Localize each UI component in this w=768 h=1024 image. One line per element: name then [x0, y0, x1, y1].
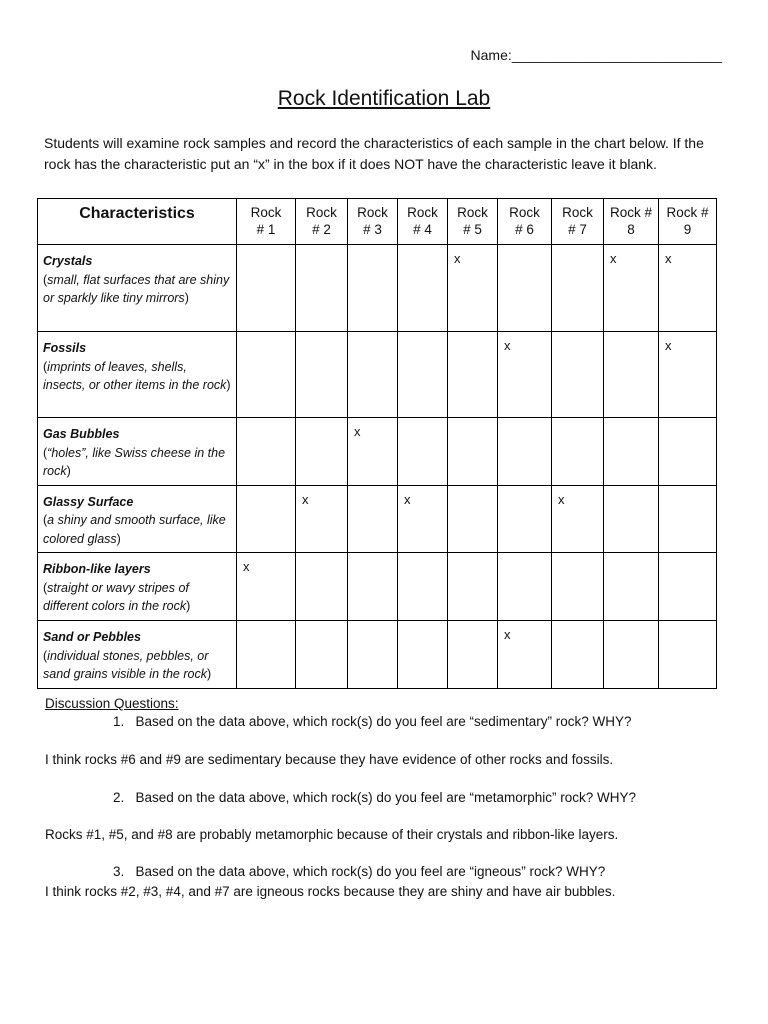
mark-cell	[348, 332, 398, 418]
mark-cell	[296, 553, 348, 621]
mark-cell	[498, 553, 552, 621]
characteristic-description: (“holes”, like Swiss cheese in the rock)	[43, 445, 226, 478]
mark-cell	[296, 245, 348, 332]
characteristic-name: Sand or Pebbles	[43, 630, 141, 644]
mark-cell	[398, 245, 448, 332]
mark-cell	[348, 553, 398, 621]
mark-cell: x	[348, 418, 398, 486]
question-3: 3. Based on the data above, which rock(s) do you feel are “igneous” rock? WHY?	[113, 864, 606, 879]
mark-cell	[398, 621, 448, 689]
mark-cell	[552, 245, 604, 332]
characteristic-description-text: straight or wavy stripes of different colors in the rock	[43, 580, 189, 613]
mark-cell	[348, 485, 398, 553]
mark-cell: x	[552, 485, 604, 553]
rock-header	[348, 199, 398, 245]
mark-cell: x	[448, 245, 498, 332]
rock-header-line2: # 2	[312, 222, 331, 237]
rock-header-line1: Rock	[306, 205, 337, 220]
characteristic-cell	[38, 485, 237, 553]
rock-header-line2: # 1	[256, 222, 276, 237]
table-row	[38, 245, 717, 332]
rock-header-line1: Rock	[509, 205, 540, 220]
mark-cell	[348, 245, 398, 332]
table-row	[38, 621, 717, 689]
characteristic-description-text: small, flat surfaces that are shiny or sparkly like tiny mirrors	[43, 272, 230, 305]
mark-cell	[659, 485, 717, 553]
characteristic-description: (imprints of leaves, shells, insects, or other items in the rock)	[43, 359, 231, 392]
characteristic-name: Gas Bubbles	[43, 427, 120, 441]
mark-cell: x	[237, 553, 296, 621]
characteristic-description: (straight or wavy stripes of different colors in the rock)	[43, 580, 191, 613]
mark-cell	[448, 621, 498, 689]
characteristic-name: Crystals	[43, 254, 93, 268]
rock-header	[448, 199, 498, 245]
mark-cell	[498, 418, 552, 486]
rock-header-line2: 9	[683, 222, 692, 237]
mark-cell	[398, 332, 448, 418]
mark-cell	[604, 621, 659, 689]
rock-header-line2: # 7	[568, 222, 587, 237]
mark-cell: x	[659, 332, 717, 418]
characteristic-name: Ribbon-like layers	[43, 562, 151, 576]
mark-cell	[604, 332, 659, 418]
question-1: 1. Based on the data above, which rock(s) do you feel are “sedimentary” rock? WHY?	[113, 714, 632, 729]
mark-cell	[659, 621, 717, 689]
rock-header-line2: # 5	[463, 222, 482, 237]
characteristic-description-text: a shiny and smooth surface, like colored glass	[43, 513, 226, 546]
table-header-row	[38, 199, 717, 245]
mark-cell	[604, 553, 659, 621]
characteristic-description-text: imprints of leaves, shells, insects, or other items in the rock	[43, 359, 227, 392]
mark-cell	[398, 553, 448, 621]
mark-cell	[237, 332, 296, 418]
table-row	[38, 418, 717, 486]
mark-cell	[604, 485, 659, 553]
characteristic-cell	[38, 553, 237, 621]
characteristics-table	[37, 198, 717, 689]
mark-cell	[659, 418, 717, 486]
answer-2: Rocks #1, #5, and #8 are probably metamorphic because of their crystals and ribbon-like layers.	[45, 827, 619, 842]
mark-cell	[296, 418, 348, 486]
rock-header	[237, 199, 296, 245]
mark-cell: x	[498, 332, 552, 418]
mark-cell: x	[398, 485, 448, 553]
mark-cell	[552, 332, 604, 418]
mark-cell	[498, 485, 552, 553]
characteristic-description-text: individual stones, pebbles, or sand grains visible in the rock	[43, 648, 209, 681]
characteristic-name: Glassy Surface	[43, 494, 134, 509]
rock-header-line1: Rock #	[666, 205, 709, 220]
mark-cell	[448, 485, 498, 553]
mark-cell	[237, 418, 296, 486]
characteristics-header: Characteristics	[38, 199, 237, 245]
characteristic-description: (small, flat surfaces that are shiny or sparkly like tiny mirrors)	[43, 272, 230, 305]
mark-cell: x	[659, 245, 717, 332]
mark-cell	[659, 553, 717, 621]
mark-cell	[448, 332, 498, 418]
mark-cell: x	[498, 621, 552, 689]
rock-header-line1: Rock	[407, 205, 438, 220]
table-row	[38, 553, 717, 621]
mark-cell	[237, 485, 296, 553]
name-field: Name:___________________________	[470, 47, 722, 63]
rock-header-line1: Rock	[250, 205, 282, 220]
characteristic-description: (a shiny and smooth surface, like colored glass)	[43, 513, 226, 546]
characteristic-cell	[38, 621, 237, 689]
question-2: 2. Based on the data above, which rock(s) do you feel are “metamorphic” rock? WHY?	[113, 790, 636, 805]
rock-header-line1: Rock	[357, 205, 388, 220]
rock-header-line1: Rock	[562, 205, 593, 220]
rock-header	[659, 199, 717, 245]
mark-cell	[237, 245, 296, 332]
characteristic-description: (individual stones, pebbles, or sand grains visible in the rock)	[43, 648, 212, 681]
rock-header-line2: 8	[627, 222, 635, 237]
rock-header	[604, 199, 659, 245]
mark-cell	[296, 332, 348, 418]
discussion-heading: Discussion Questions:	[45, 696, 179, 711]
characteristic-cell	[38, 418, 237, 486]
answer-3: I think rocks #2, #3, #4, and #7 are igneous rocks because they are shiny and have air bubbles.	[45, 884, 616, 899]
page-title: Rock Identification Lab	[277, 87, 491, 110]
mark-cell	[552, 621, 604, 689]
rock-header	[296, 199, 348, 245]
rock-header-line1: Rock	[457, 205, 488, 220]
characteristic-name: Fossils	[43, 341, 87, 355]
mark-cell	[448, 553, 498, 621]
characteristic-description-text: “holes”, like Swiss cheese in the rock	[43, 445, 226, 478]
rock-header	[552, 199, 604, 245]
table-row	[38, 485, 717, 553]
mark-cell	[552, 553, 604, 621]
mark-cell	[348, 621, 398, 689]
characteristic-cell	[38, 332, 237, 418]
mark-cell	[237, 621, 296, 689]
characteristic-cell	[38, 245, 237, 332]
rock-header	[498, 199, 552, 245]
rock-header-line2: # 6	[515, 222, 534, 237]
answer-1: I think rocks #6 and #9 are sedimentary because they have evidence of other rocks and fossils.	[45, 752, 614, 767]
mark-cell	[552, 418, 604, 486]
mark-cell	[296, 621, 348, 689]
table-row	[38, 332, 717, 418]
mark-cell	[498, 245, 552, 332]
rock-header-line2: # 4	[413, 222, 432, 237]
mark-cell	[448, 418, 498, 486]
mark-cell	[398, 418, 448, 486]
intro-paragraph: Students will examine rock samples and record the characteristics of each sample in the chart below. If the rock has the characteristic put an “x” in the box if it does NOT have the characteristic leave it blank.	[44, 135, 704, 172]
rock-header-line1: Rock #	[609, 205, 653, 220]
rock-header-line2: # 3	[363, 222, 382, 237]
mark-cell	[604, 418, 659, 486]
rock-header	[398, 199, 448, 245]
mark-cell: x	[296, 485, 348, 553]
mark-cell: x	[604, 245, 659, 332]
